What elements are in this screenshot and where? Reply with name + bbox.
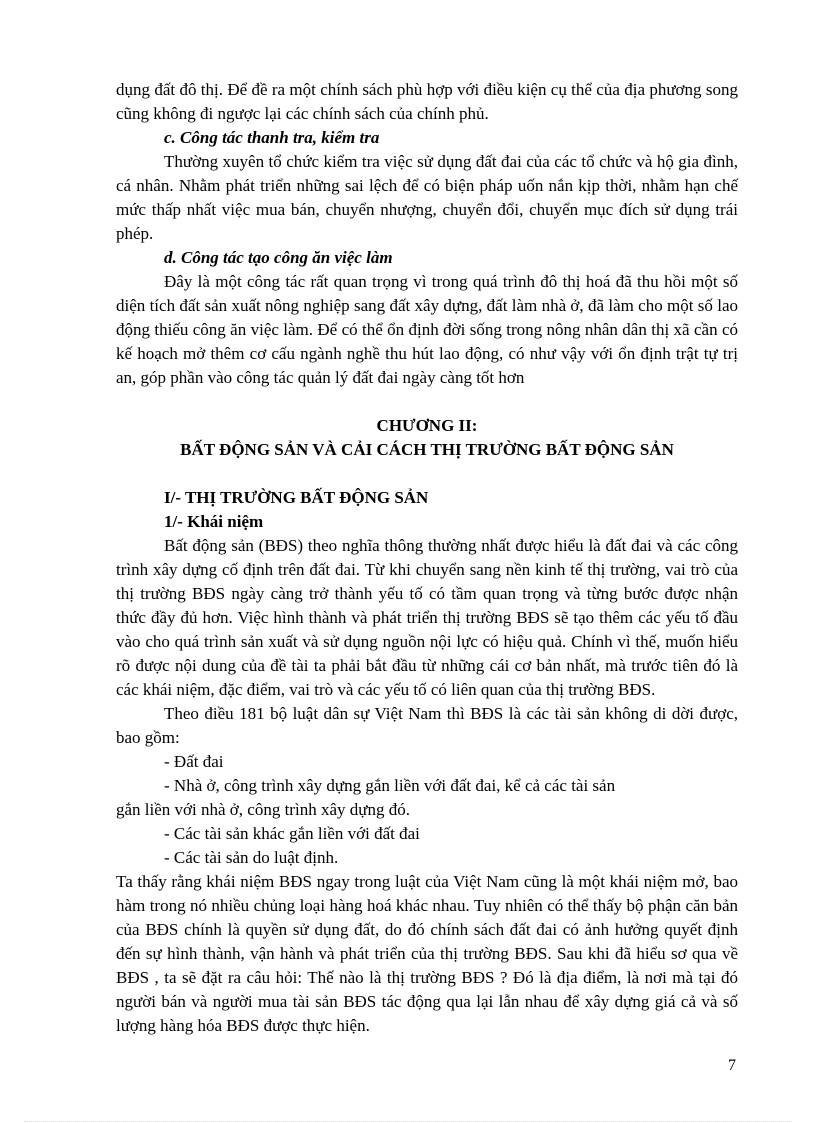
page-number: 7 [728,1057,736,1074]
subsection-heading: 1/- Khái niệm [164,512,264,531]
spacer [116,462,738,486]
page-bottom-divider [24,1121,792,1122]
list-item-continuation: gắn liền với nhà ở, công trình xây dựng đó. [116,800,410,819]
spacer [116,390,738,414]
paragraph-employment: Đây là một công tác rất quan trọng vì trong quá trình đô thị hoá đã thu hồi một số diện tích đất sản xuất nông nghiệp sang đất xây dựng, đất làm nhà ở, đã làm cho một số lao động thiếu công ăn việc làm. Để có thể ổn định đời sống trong nông nhân dân thị xã cần có kế hoạch mở thêm cơ cấu ngành nghề thu hút lao động, có như vậy với ổn định trật tự trị an, góp phần vào công tác quản lý đất đai ngày càng tốt hơn [116,272,738,387]
list-item: - Nhà ở, công trình xây dựng gắn liền với đất đai, kể cả các tài sản [164,776,616,795]
subheading-inspection: c. Công tác thanh tra, kiểm tra [164,128,380,147]
paragraph-inspection: Thường xuyên tổ chức kiểm tra việc sử dụng đất đai của các tổ chức và hộ gia đình, cá nhân. Nhằm phát triển những sai lệch để có biện pháp uốn nắn kịp thời, nhằm hạn chế mức thấp nhất việc mua bán, chuyển nhượng, chuyển đổi, chuyển mục đích sử dụng trái phép. [116,152,738,243]
list-item: - Đất đai [164,752,224,771]
list-item: - Các tài sản khác gắn liền với đất đai [164,824,420,843]
paragraph-market: Ta thấy rằng khái niệm BĐS ngay trong luật của Việt Nam cũng là một khái niệm mở, bao hàm trong nó nhiều chủng loại hàng hoá khác nhau. Tuy nhiên có thể thấy bộ phận căn bản của BĐS chính là quyền sử dụng đất, do đó chính sách đất đai có ảnh hưởng quyết định đến sự hình thành, vận hành và phát triển của thị trường BĐS. Sau khi đã hiểu sơ qua về BĐS , ta sẽ đặt ra câu hỏi: Thế nào là thị trường BĐS ? Đó là địa điểm, là nơi mà tại đó người bán và người mua tài sản BĐS tác động qua lại lẫn nhau để xây dựng giá cả và số lượng hàng hóa BĐS được thực hiện. [116,872,738,1035]
paragraph-definition: Bất động sản (BĐS) theo nghĩa thông thường nhất được hiểu là đất đai và các công trình xây dựng cố định trên đất đai. Từ khi chuyển sang nền kinh tế thị trường, vai trò của thị trường BĐS ngày càng trở thành yếu tố có tầm quan trọng và từng bước được nhận thức đầy đủ hơn. Việc hình thành và phát triển thị trường BĐS sẽ tạo thêm các yếu tố đầu vào cho quá trình sản xuất và sử dụng nguồn nội lực có hiệu quả. Chính vì thế, muốn hiểu rõ được nội dung của đề tài ta phải bắt đầu từ những cái cơ bản nhất, mà trước tiên đó là các khái niệm, đặc điểm, vai trò và các yếu tố có liên quan của thị trường BĐS. [116,536,738,699]
page-content [116,78,738,1038]
chapter-number: CHƯƠNG II: [376,416,478,435]
chapter-title: BẤT ĐỘNG SẢN VÀ CẢI CÁCH THỊ TRƯỜNG BẤT ĐỘNG SẢN [180,440,674,459]
paragraph-law: Theo điều 181 bộ luật dân sự Việt Nam thì BĐS là các tài sản không di dời được, bao gồm: [116,704,738,747]
paragraph-continuation: dụng đất đô thị. Để đề ra một chính sách phù hợp với điều kiện cụ thể của địa phương song cũng không đi ngược lại các chính sách của chính phủ. [116,80,738,123]
subheading-employment: d. Công tác tạo công ăn việc làm [164,248,393,267]
section-heading: I/- THỊ TRƯỜNG BẤT ĐỘNG SẢN [164,488,429,507]
list-item: - Các tài sản do luật định. [164,848,339,867]
